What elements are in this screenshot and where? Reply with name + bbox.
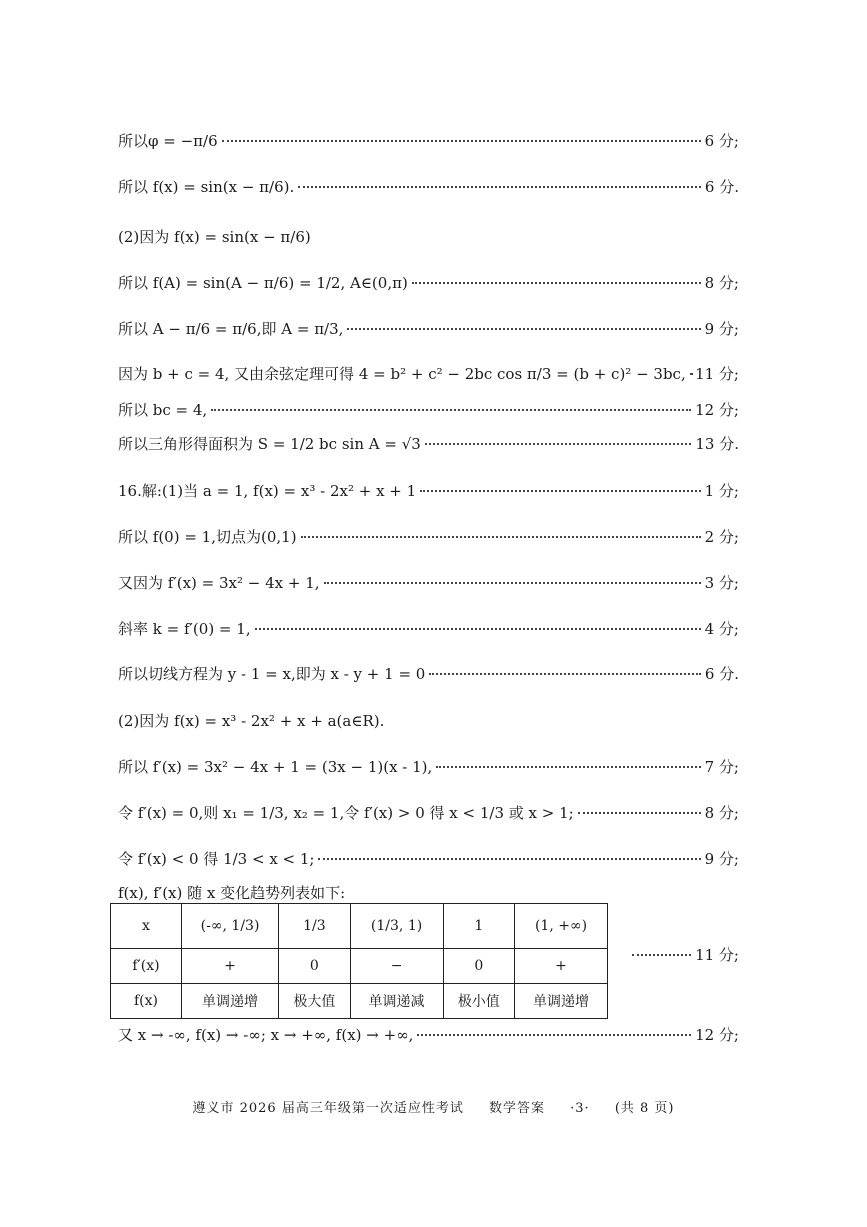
table-header-cell: 1 — [443, 904, 515, 949]
solution-line — [118, 226, 739, 247]
table-header-cell: (-∞, 1/3) — [182, 904, 279, 949]
table-cell: 极小值 — [443, 984, 515, 1019]
subject-label: 数学答案 — [488, 1101, 545, 1116]
solution-line — [118, 433, 739, 454]
dot-leader — [298, 186, 701, 188]
table-cell: f(x) — [111, 984, 182, 1019]
table-header-row — [111, 904, 608, 949]
table-cell: 单调递增 — [515, 984, 608, 1019]
score-label: 4 分; — [704, 620, 739, 638]
score-label: 13 分. — [695, 435, 739, 453]
table-cell: 单调递减 — [350, 984, 443, 1019]
dot-leader — [324, 582, 701, 584]
solution-text: 令 f′(x) < 0 得 1/3 < x < 1; — [118, 850, 315, 868]
solution-text: 所以φ = −π/6 — [118, 132, 218, 150]
solution-text: 又 x → -∞, f(x) → -∞; x → +∞, f(x) → +∞, — [118, 1026, 414, 1044]
solution-text: 令 f′(x) = 0,则 x₁ = 1/3, x₂ = 1,令 f′(x) > 0 得 x < 1/3 或 x > 1; — [118, 804, 574, 822]
solution-text: 因为 b + c = 4, 又由余弦定理可得 4 = b² + c² − 2bc cos π/3 = (b + c)² − 3bc, — [118, 365, 686, 383]
table-cell: f′(x) — [111, 949, 182, 984]
solution-text: 所以 A − π/6 = π/6,即 A = π/3, — [118, 320, 344, 338]
solution-line — [118, 848, 739, 869]
score-label: 2 分; — [704, 528, 739, 546]
score-label: 12 分; — [695, 1026, 739, 1044]
score-label: 7 分; — [704, 758, 739, 776]
table-intro: f(x), f′(x) 随 x 变化趋势列表如下: — [118, 884, 346, 902]
dot-leader — [255, 628, 701, 630]
solution-line — [118, 480, 739, 501]
solution-text: (2)因为 f(x) = sin(x − π/6) — [118, 228, 311, 246]
table-header-cell: 1/3 — [279, 904, 351, 949]
solution-line — [118, 363, 739, 384]
dot-leader — [578, 812, 701, 814]
dot-leader — [301, 536, 701, 538]
solution-text: 所以 f(x) = sin(x − π/6). — [118, 178, 295, 196]
dot-leader — [211, 409, 691, 411]
solution-text: 又因为 f′(x) = 3x² − 4x + 1, — [118, 574, 320, 592]
solution-line — [118, 318, 739, 339]
solution-text: 斜率 k = f′(0) = 1, — [118, 620, 251, 638]
dot-leader — [417, 1034, 691, 1036]
solution-text: (2)因为 f(x) = x³ - 2x² + x + a(a∈R). — [118, 712, 385, 730]
dot-leader — [429, 673, 701, 675]
dot-leader — [412, 282, 701, 284]
table-row — [111, 984, 608, 1019]
dot-leader — [222, 140, 701, 142]
table-cell: 0 — [443, 949, 515, 984]
solution-line — [118, 618, 739, 639]
solution-line — [118, 526, 739, 547]
solution-line — [118, 176, 739, 197]
score-label: 6 分; — [704, 132, 739, 150]
table-cell: 极大值 — [279, 984, 351, 1019]
table-row — [111, 949, 608, 984]
table-score-line — [632, 944, 739, 965]
solution-line — [118, 272, 739, 293]
table-header-cell: (1/3, 1) — [350, 904, 443, 949]
table-cell: 0 — [279, 949, 351, 984]
table-header-cell: x — [111, 904, 182, 949]
dot-leader — [632, 954, 691, 956]
solution-text: 所以三角形得面积为 S = 1/2 bc sin A = √3 — [118, 435, 421, 453]
solution-text: 所以 f(0) = 1,切点为(0,1) — [118, 528, 297, 546]
score-label: 3 分; — [704, 574, 739, 592]
dot-leader — [420, 490, 700, 492]
page-footer — [0, 1097, 867, 1116]
score-label: 6 分. — [704, 178, 739, 196]
solution-line — [118, 802, 739, 823]
solution-line — [118, 399, 739, 420]
score-label: 9 分; — [704, 850, 739, 868]
score-label: 12 分; — [695, 401, 739, 419]
solution-line — [118, 130, 739, 151]
trend-table — [110, 903, 608, 1019]
solution-text: 所以 f(A) = sin(A − π/6) = 1/2, A∈(0,π) — [118, 274, 408, 292]
score-label: 8 分; — [704, 274, 739, 292]
score-label: 9 分; — [704, 320, 739, 338]
solution-line — [118, 1024, 739, 1045]
table-cell: + — [182, 949, 279, 984]
dot-leader — [436, 766, 700, 768]
dot-leader — [690, 373, 691, 375]
page-number: ·3· — [570, 1101, 590, 1116]
dot-leader — [318, 858, 700, 860]
solution-text: 所以 f′(x) = 3x² − 4x + 1 = (3x − 1)(x - 1), — [118, 758, 433, 776]
table-cell: + — [515, 949, 608, 984]
dot-leader — [347, 328, 700, 330]
solution-text: 所以切线方程为 y - 1 = x,即为 x - y + 1 = 0 — [118, 665, 426, 683]
table-cell: 单调递增 — [182, 984, 279, 1019]
score-label: 6 分. — [704, 665, 739, 683]
solution-line — [118, 572, 739, 593]
score-label: 11 分; — [695, 946, 739, 964]
page-total: (共 8 页) — [614, 1101, 675, 1116]
exam-title: 遵义市 2026 届高三年级第一次适应性考试 — [192, 1101, 464, 1116]
solution-line — [118, 663, 739, 684]
table-header-cell: (1, +∞) — [515, 904, 608, 949]
solution-line — [118, 756, 739, 777]
solution-text: 16.解:(1)当 a = 1, f(x) = x³ - 2x² + x + 1 — [118, 482, 417, 500]
dot-leader — [425, 443, 692, 445]
solution-line — [118, 710, 739, 731]
score-label: 8 分; — [704, 804, 739, 822]
score-label: 11 分; — [695, 365, 739, 383]
score-label: 1 分; — [704, 482, 739, 500]
table-cell: − — [350, 949, 443, 984]
solution-text: 所以 bc = 4, — [118, 401, 208, 419]
